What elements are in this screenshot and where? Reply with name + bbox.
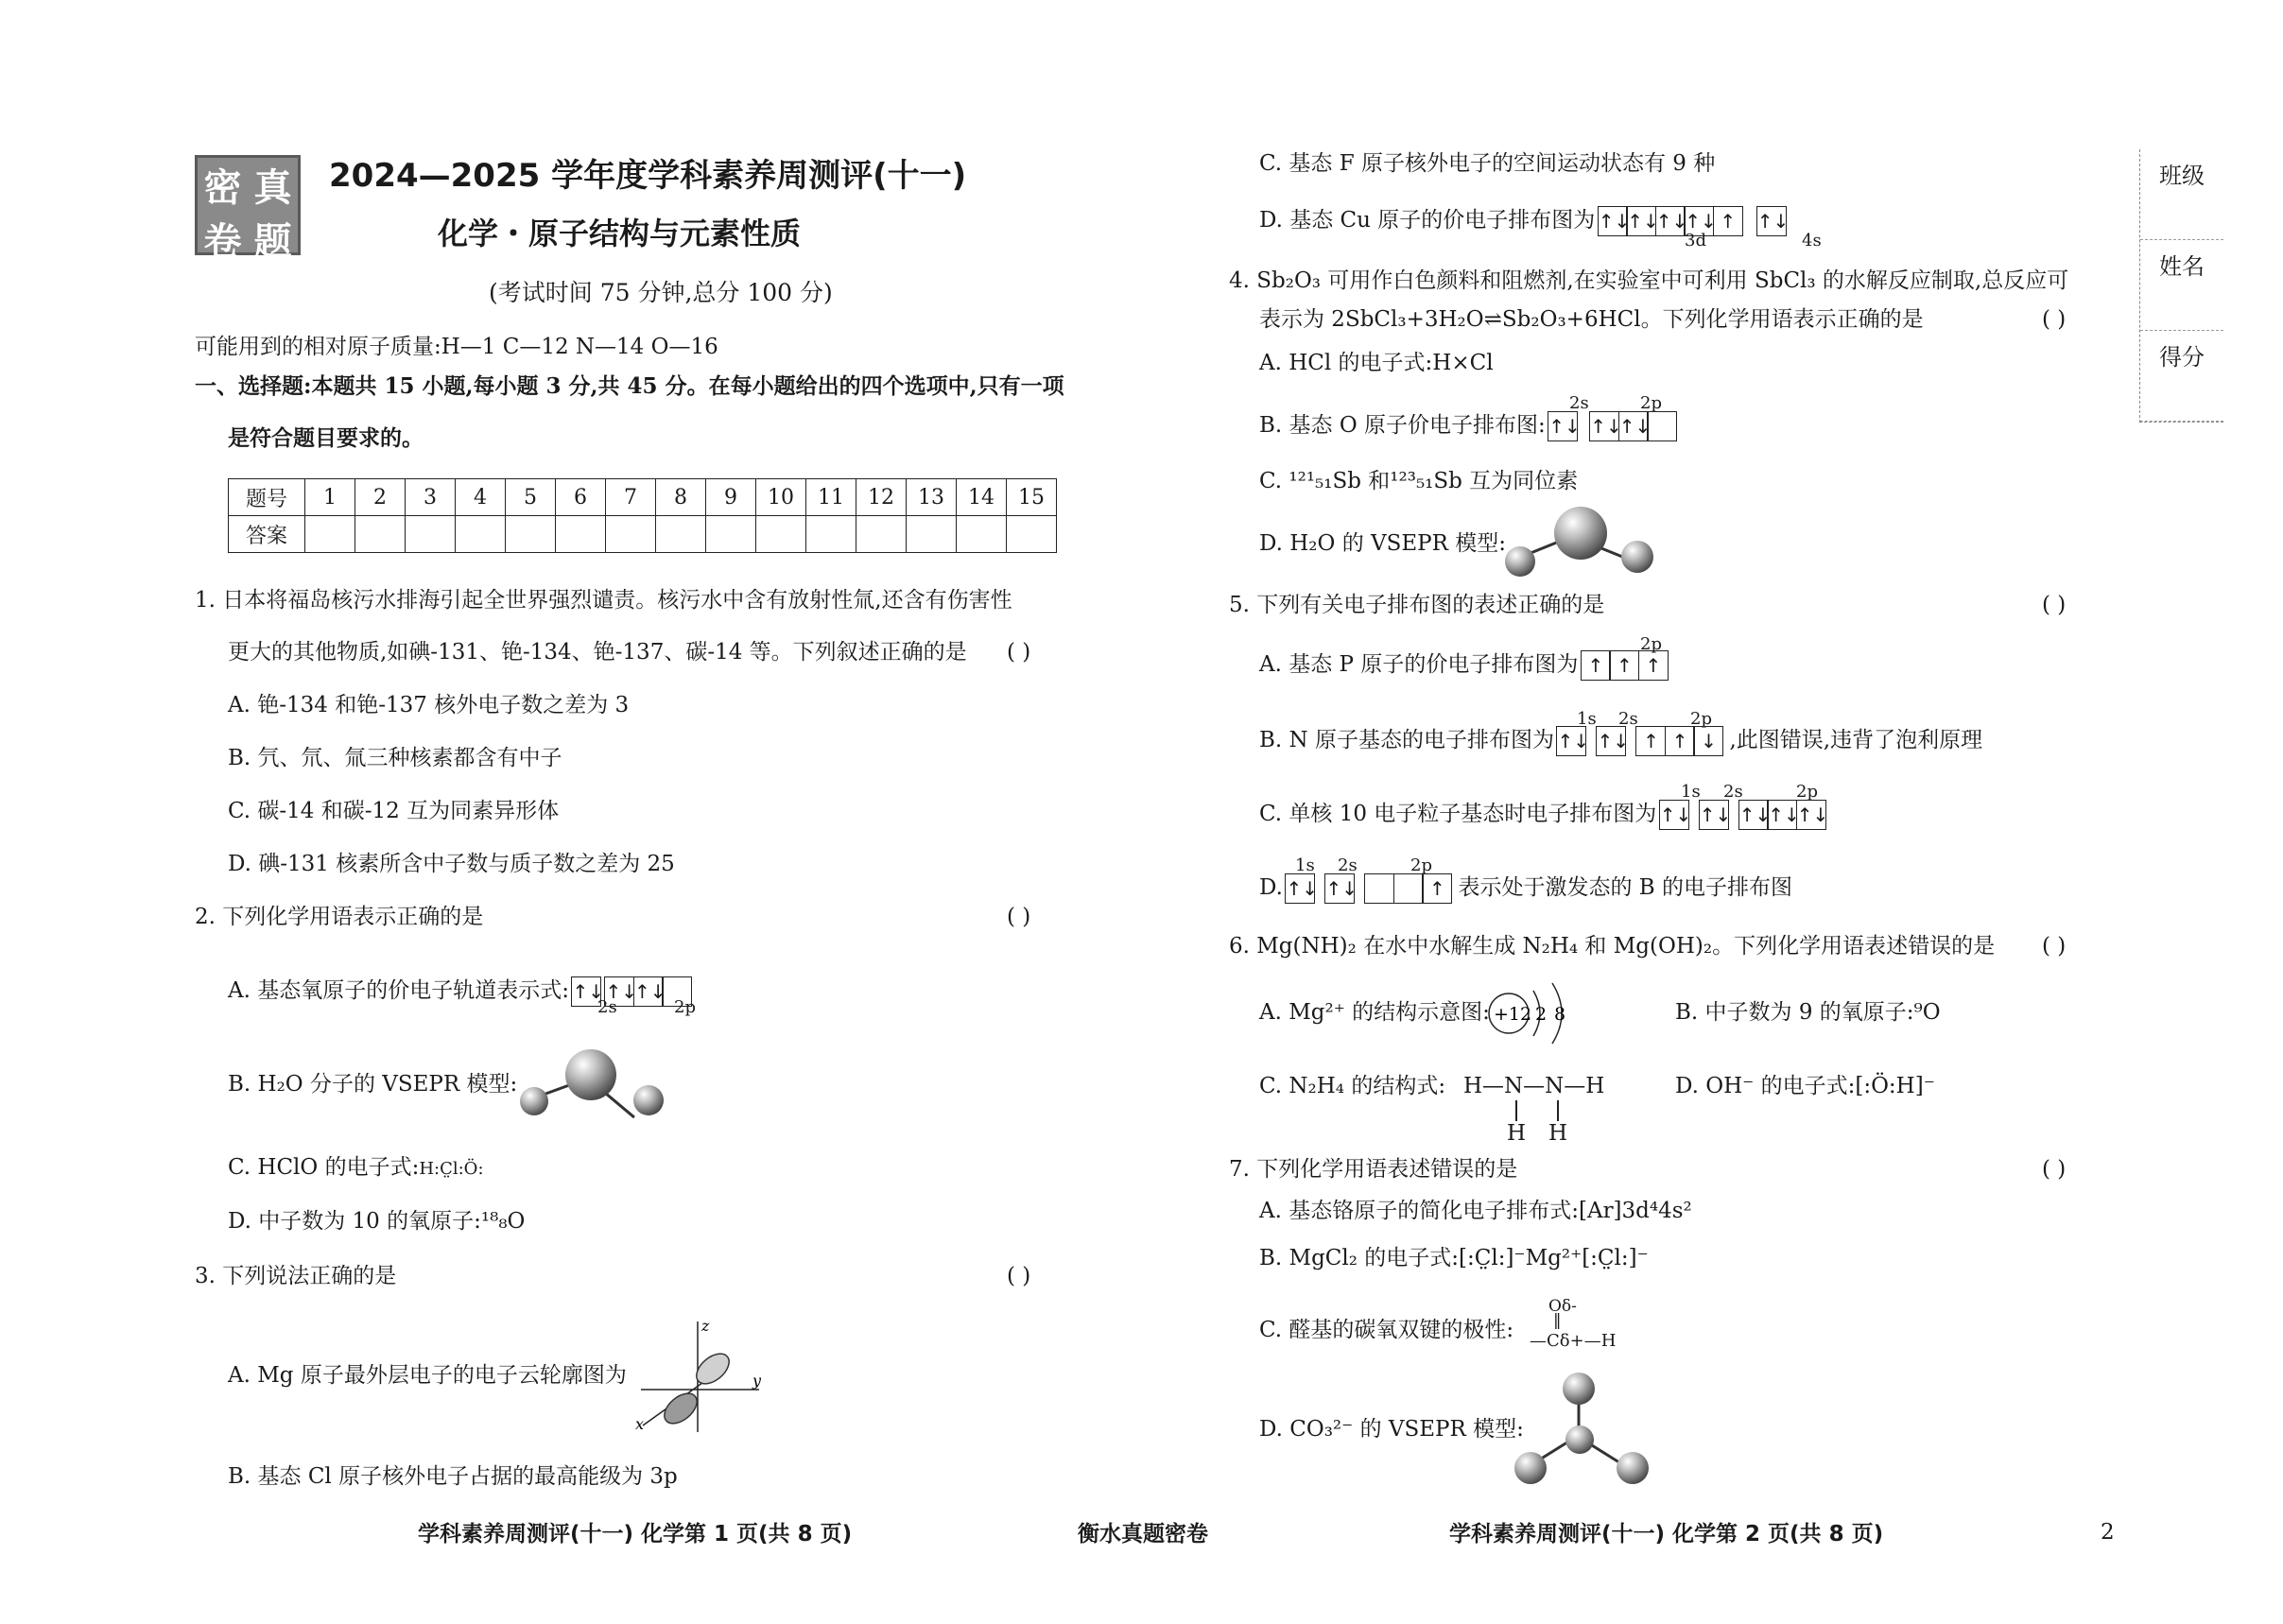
orbital-box: ↑	[1581, 650, 1611, 681]
q5-option-b	[1259, 726, 1982, 756]
q3-option-d	[1259, 206, 1792, 236]
orbital-box: ↑↓	[1767, 800, 1797, 830]
q3-stem: 3. 下列说法正确的是	[195, 1264, 397, 1288]
question-number: 11	[806, 479, 856, 516]
orbital-label: 3d	[1685, 231, 1706, 251]
orbital-box: ↑↓	[1596, 726, 1626, 756]
orbital-box	[1393, 873, 1424, 904]
q7-option-b: B. MgCl₂ 的电子式:[:C̤l:]⁻Mg²⁺[:C̤l:]⁻	[1259, 1246, 1649, 1270]
question-number: 8	[656, 479, 706, 516]
q5-answer-paren: ( )	[2042, 593, 2067, 617]
q5-option-d-tail: 表示处于激发态的 B 的电子排布图	[1458, 875, 1792, 900]
q1-answer-paren: ( )	[1007, 640, 1031, 665]
q5-option-b-tail: ,此图错误,违背了泡利原理	[1729, 728, 1983, 752]
orbital-contour-plot	[631, 1314, 773, 1437]
q1-option-b: B. 氕、氘、氚三种核素都含有中子	[228, 746, 562, 770]
class-field[interactable]: 班级	[2140, 149, 2223, 240]
orbital-label: 2p	[674, 997, 696, 1017]
q2-option-a	[228, 976, 698, 1007]
logo-char: 卷	[203, 220, 242, 264]
orbital-box: ↑↓	[1684, 206, 1714, 236]
answer-cell[interactable]	[606, 516, 656, 553]
aldehyde-carbon: —Cδ+—H	[1530, 1331, 1617, 1351]
q4-stem: 4. Sb₂O₃ 可用作白色颜料和阻燃剂,在实验室中可利用 SbCl₃ 的水解反应制取,总反应可	[1229, 268, 2069, 293]
question-number: 14	[957, 479, 1007, 516]
name-field[interactable]: 姓名	[2140, 240, 2223, 331]
footer-center: 衡水真题密卷	[1078, 1522, 1208, 1546]
oxygen-atom	[565, 1049, 616, 1100]
table-header: 答案	[229, 516, 305, 553]
orbital-box: ↑↓	[1738, 800, 1769, 830]
question-number: 10	[756, 479, 806, 516]
orbital-label: 2p	[1796, 782, 1818, 802]
hydrogen-atom	[633, 1085, 664, 1115]
hydrogen-atom	[1621, 541, 1653, 573]
student-info-panel	[2139, 149, 2223, 423]
orbital-label: 4s	[1802, 231, 1822, 251]
orbital-box: ↑	[1665, 726, 1695, 756]
orbital-box: ↑↓	[1548, 411, 1578, 441]
oxygen-atom	[1617, 1452, 1649, 1484]
logo-char: 密	[203, 166, 242, 210]
orbital-diagram	[1659, 800, 1829, 830]
orbital-box: ↑↓	[633, 976, 664, 1007]
orbital-box: ↑	[1713, 206, 1743, 236]
oxygen-atom	[1554, 507, 1607, 560]
section-instructions-cont: 是符合题目要求的。	[228, 425, 424, 451]
orbital-box: ↑↓	[604, 976, 634, 1007]
q2-stem: 2. 下列化学用语表示正确的是	[195, 905, 484, 929]
question-number: 15	[1007, 479, 1057, 516]
orbital-box: ↑↓	[1285, 873, 1315, 904]
q5-option-c	[1259, 800, 1832, 830]
q6-option-a: A. Mg²⁺ 的结构示意图:	[1259, 1000, 1490, 1025]
orbital-label: 2p	[1410, 855, 1432, 875]
orbital-label: 2s	[1618, 709, 1638, 729]
exam-subtitle: 化学・原子结构与元素性质	[438, 216, 802, 251]
q2-answer-paren: ( )	[1007, 905, 1031, 929]
orbital-box: ↑	[1609, 650, 1639, 681]
orbital-box: ↑↓	[1626, 206, 1656, 236]
carbon-atom	[1565, 1425, 1594, 1454]
orbital-box: ↑↓	[1699, 800, 1729, 830]
table-row	[229, 479, 1057, 516]
q7-option-c: C. 醛基的碳氧双键的极性:	[1259, 1318, 1514, 1342]
q2-option-a-text: A. 基态氧原子的价电子轨道表示式:	[228, 978, 569, 1003]
q6-stem: 6. Mg(NH)₂ 在水中水解生成 N₂H₄ 和 Mg(OH)₂。下列化学用语表述错误的是	[1229, 934, 1996, 959]
hydrogen-label: H	[1548, 1121, 1568, 1146]
answer-cell[interactable]	[355, 516, 406, 553]
ion-structure-diagram	[1486, 977, 1590, 1049]
orbital-diagram	[1549, 411, 1678, 441]
orbital-label: 2s	[1569, 393, 1589, 413]
orbital-box: ↑↓	[1655, 206, 1686, 236]
question-number: 4	[456, 479, 506, 516]
answer-cell[interactable]	[456, 516, 506, 553]
q3-answer-paren: ( )	[1007, 1264, 1031, 1288]
logo-char: 题	[253, 220, 292, 264]
footer-left: 学科素养周测评(十一) 化学第 1 页(共 8 页)	[418, 1522, 853, 1546]
q5-option-a-text: A. 基态 P 原子的价电子排布图为	[1259, 652, 1579, 677]
question-number: 2	[355, 479, 406, 516]
orbital-diagram	[1287, 873, 1453, 904]
question-number: 9	[706, 479, 756, 516]
q3-option-a: A. Mg 原子最外层电子的电子云轮廓图为	[228, 1363, 627, 1388]
q1-stem-cont: 更大的其他物质,如碘-131、铯-134、铯-137、碳-14 等。下列叙述正确的是	[228, 640, 967, 665]
orbital-label: 2p	[1690, 709, 1712, 729]
orbital-label: 2s	[1723, 782, 1743, 802]
page-number: 2	[2101, 1520, 2115, 1545]
orbital-label: 1s	[1577, 709, 1597, 729]
orbital-box: ↑↓	[1756, 206, 1787, 236]
hydrogen-atom	[520, 1087, 548, 1115]
axis-label: z	[701, 1317, 710, 1335]
question-number: 5	[506, 479, 556, 516]
orbital-box	[1364, 873, 1394, 904]
orbital-box: ↑↓	[1556, 726, 1586, 756]
question-number: 7	[606, 479, 656, 516]
q7-answer-paren: ( )	[2042, 1157, 2067, 1182]
answer-cell[interactable]	[506, 516, 556, 553]
shell-electrons: 8	[1554, 1004, 1566, 1025]
q1-stem: 1. 日本将福岛核污水排海引起全世界强烈谴责。核污水中含有放射性氚,还含有伤害性	[195, 588, 1012, 613]
oxygen-isotope-formula: ¹⁸₈O	[480, 1209, 526, 1234]
axis-label: y	[752, 1372, 762, 1390]
answer-cell[interactable]	[556, 516, 606, 553]
answer-table	[228, 478, 1057, 553]
q5-option-d	[1259, 873, 1792, 904]
table-row	[229, 516, 1057, 553]
q7-option-a: A. 基态铬原子的简化电子排布式:[Ar]3d⁴4s²	[1259, 1199, 1692, 1223]
orbital-box: ↑	[1422, 873, 1452, 904]
q1-option-c: C. 碳-14 和碳-12 互为同素异形体	[228, 799, 560, 823]
footer-right: 学科素养周测评(十一) 化学第 2 页(共 8 页)	[1449, 1522, 1884, 1546]
score-field[interactable]: 得分	[2140, 331, 2223, 422]
q4-option-d: D. H₂O 的 VSEPR 模型:	[1259, 531, 1507, 556]
q2-option-c-text: C. HClO 的电子式:	[228, 1155, 420, 1180]
q1-option-a: A. 铯-134 和铯-137 核外电子数之差为 3	[228, 693, 630, 717]
orbital-box: ↑↓	[1589, 411, 1619, 441]
answer-cell[interactable]	[907, 516, 957, 553]
n2h4-structural-formula: H—N—N—H	[1463, 1074, 1605, 1098]
answer-cell[interactable]	[656, 516, 706, 553]
answer-cell[interactable]	[856, 516, 907, 553]
orbital-label: 2s	[597, 997, 617, 1017]
q4-option-b	[1259, 411, 1683, 441]
hydrogen-atom	[1505, 546, 1535, 577]
exam-info: (考试时间 75 分钟,总分 100 分)	[489, 279, 833, 306]
q4-stem-cont: 表示为 2SbCl₃+3H₂O⇌Sb₂O₃+6HCl。下列化学用语表示正确的是	[1259, 307, 1924, 332]
exam-title: 2024—2025 学年度学科素养周测评(十一)	[329, 157, 967, 195]
answer-cell[interactable]	[706, 516, 756, 553]
q3-option-c: C. 基态 F 原子核外电子的空间运动状态有 9 种	[1259, 151, 1716, 176]
axis-label: x	[635, 1415, 645, 1433]
orbital-box: ↑↓	[571, 976, 601, 1007]
bond-line	[1557, 1100, 1559, 1121]
orbital-label: 2s	[1338, 855, 1358, 875]
answer-cell[interactable]	[806, 516, 856, 553]
q4-option-c: C. ¹²¹₅₁Sb 和¹²³₅₁Sb 互为同位素	[1259, 469, 1579, 493]
bond-line	[1515, 1100, 1517, 1121]
q7-stem: 7. 下列化学用语表述错误的是	[1229, 1157, 1518, 1182]
orbital-label: 2p	[1640, 393, 1662, 413]
orbital-box: ↑↓	[1659, 800, 1689, 830]
q7-option-d: D. CO₃²⁻ 的 VSEPR 模型:	[1259, 1417, 1524, 1442]
orbital-box: ↑↓	[1796, 800, 1826, 830]
q6-answer-paren: ( )	[2042, 934, 2067, 959]
question-number: 13	[907, 479, 957, 516]
orbital-box: ↑	[1638, 650, 1669, 681]
question-number: 3	[406, 479, 456, 516]
question-number: 1	[305, 479, 355, 516]
q2-option-d	[228, 1207, 525, 1235]
q5-stem: 5. 下列有关电子排布图的表述正确的是	[1229, 593, 1605, 617]
orbital-diagram	[1582, 650, 1669, 681]
q5-option-b-text: B. N 原子基态的电子排布图为	[1259, 728, 1554, 752]
q6-option-d: D. OH⁻ 的电子式:[:Ö:H]⁻	[1675, 1074, 1935, 1098]
orbital-box: ↓	[1693, 726, 1723, 756]
section-instructions: 一、选择题:本题共 15 小题,每小题 3 分,共 45 分。在每小题给出的四个选项中,只有一项	[195, 373, 1064, 399]
orbital-label: 2p	[1640, 634, 1662, 654]
hydrogen-label: H	[1507, 1121, 1527, 1146]
orbital-label: 1s	[1295, 855, 1315, 875]
q3-option-b: B. 基态 Cl 原子核外电子占据的最高能级为 3p	[228, 1464, 678, 1489]
orbital-box	[1647, 411, 1677, 441]
q2-option-b: B. H₂O 分子的 VSEPR 模型:	[228, 1072, 518, 1097]
oxygen-atom	[1514, 1452, 1547, 1484]
q2-option-d-text: D. 中子数为 10 的氧原子:	[228, 1209, 481, 1234]
answer-cell[interactable]	[305, 516, 355, 553]
orbital-box: ↑↓	[1324, 873, 1355, 904]
orbital-box: ↑↓	[1618, 411, 1649, 441]
answer-cell[interactable]	[1007, 516, 1057, 553]
oxygen-atom	[1563, 1373, 1595, 1405]
q4-option-a: A. HCl 的电子式:H×Cl	[1259, 351, 1494, 375]
orbital-label: 1s	[1681, 782, 1701, 802]
q2-option-c	[228, 1153, 484, 1183]
answer-cell[interactable]	[756, 516, 806, 553]
question-number: 12	[856, 479, 907, 516]
hclo-electron-formula: H:C̤l:Ö:	[419, 1159, 484, 1179]
q5-option-c-text: C. 单核 10 电子粒子基态时电子排布图为	[1259, 802, 1657, 826]
nucleus-charge: +12	[1494, 1004, 1532, 1025]
q3-option-d-text: D. 基态 Cu 原子的价电子排布图为	[1259, 208, 1596, 233]
table-header: 题号	[229, 479, 305, 516]
q4-option-b-text: B. 基态 O 原子价电子排布图:	[1259, 413, 1546, 438]
answer-cell[interactable]	[957, 516, 1007, 553]
q5-option-d-text: D.	[1259, 875, 1283, 900]
orbital-diagram	[1558, 726, 1724, 756]
question-number: 6	[556, 479, 606, 516]
atomic-mass-note: 可能用到的相对原子质量:H—1 C—12 N—14 O—16	[195, 335, 718, 359]
answer-cell[interactable]	[406, 516, 456, 553]
q6-option-c: C. N₂H₄ 的结构式:	[1259, 1074, 1446, 1098]
orbital-box: ↑	[1635, 726, 1666, 756]
q6-option-b: B. 中子数为 9 的氧原子:⁹O	[1675, 1000, 1941, 1025]
q1-option-d: D. 碘-131 核素所含中子数与质子数之差为 25	[228, 852, 675, 876]
q4-answer-paren: ( )	[2042, 307, 2067, 332]
q5-option-a	[1259, 650, 1674, 681]
logo-char: 真	[253, 166, 292, 210]
brand-logo	[195, 155, 301, 264]
shell-electrons: 2	[1535, 1004, 1548, 1025]
double-bond: ‖	[1553, 1311, 1562, 1330]
orbital-box: ↑↓	[1598, 206, 1628, 236]
aldehyde-oxygen: Oδ-	[1548, 1297, 1577, 1316]
